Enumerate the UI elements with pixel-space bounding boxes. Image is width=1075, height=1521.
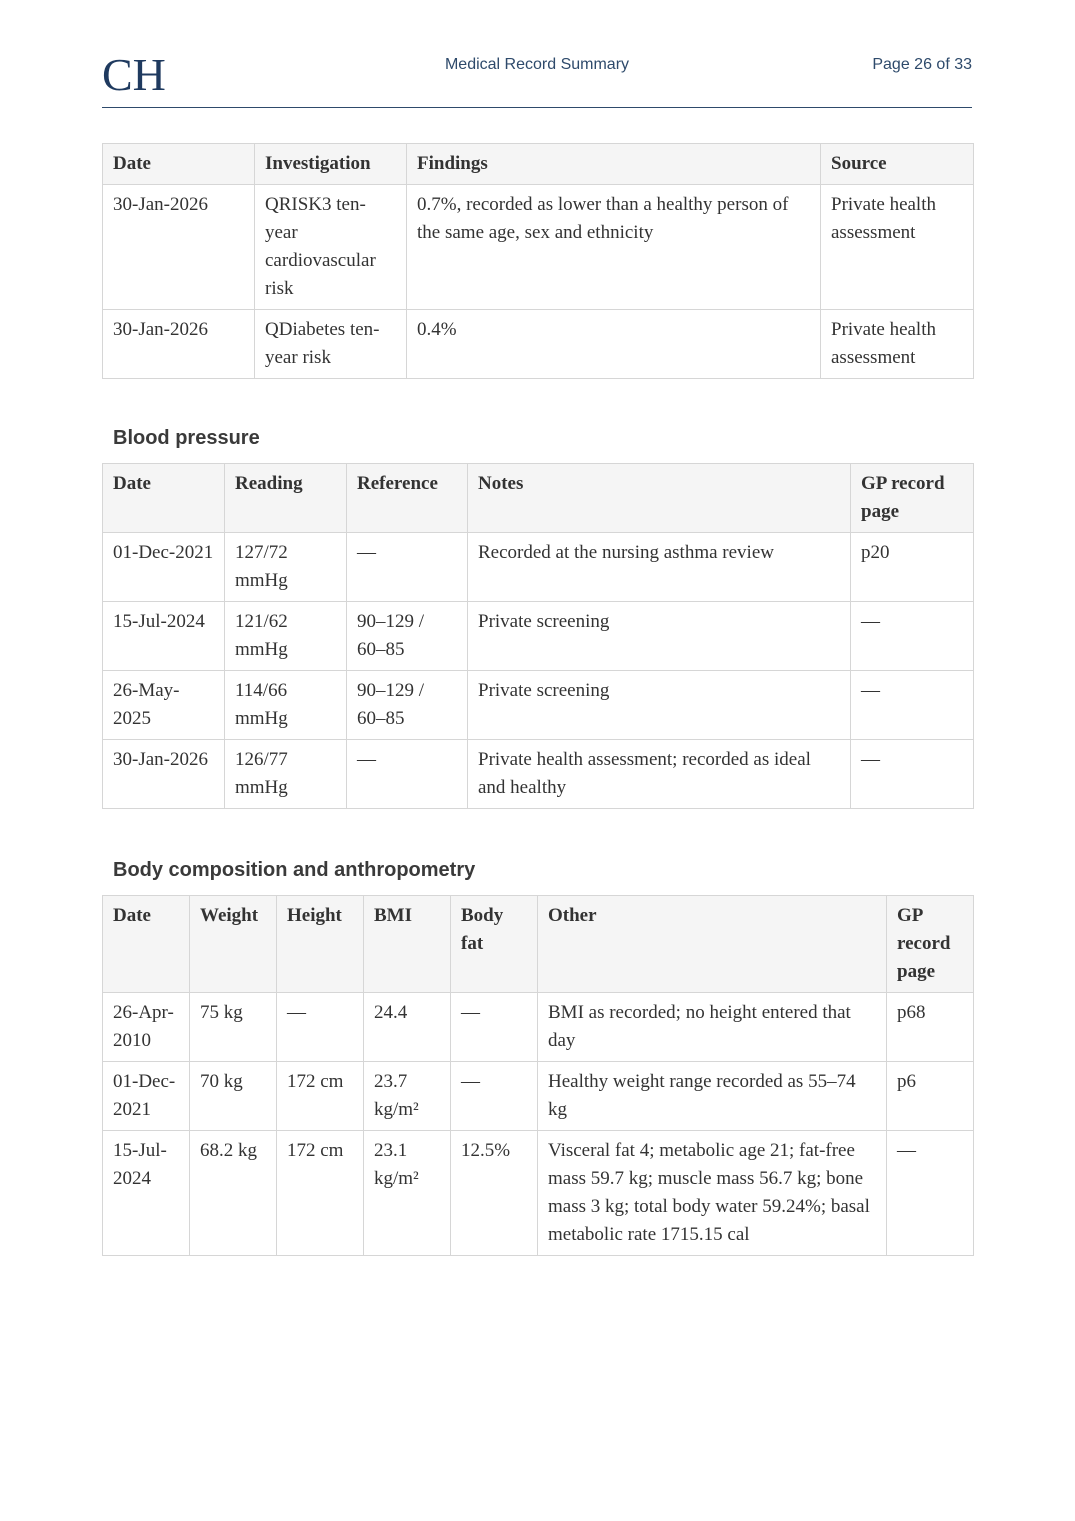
table-row (103, 185, 974, 310)
table-row (103, 671, 974, 740)
table-row (103, 1062, 974, 1131)
cell-date: 30-Jan-2026 (103, 740, 225, 809)
cell-reference: — (347, 533, 468, 602)
column-header-source: Source (821, 144, 974, 185)
cell-date: 15-Jul-2024 (103, 1131, 190, 1256)
cell-investigation: QDiabetes ten-year risk (255, 310, 407, 379)
table-header-row (103, 144, 974, 185)
column-header-date: Date (103, 896, 190, 993)
cell-notes: Private screening (468, 671, 851, 740)
column-header-reference: Reference (347, 464, 468, 533)
cell-date: 15-Jul-2024 (103, 602, 225, 671)
cell-notes: Private health assessment; recorded as ideal and healthy (468, 740, 851, 809)
table-row (103, 310, 974, 379)
table-row (103, 533, 974, 602)
cell-other: Visceral fat 4; metabolic age 21; fat-free mass 59.7 kg; muscle mass 56.7 kg; bone mass 3 kg; total body water 59.24%; basal metabolic rate 1715.15 cal (538, 1131, 887, 1256)
table-row (103, 993, 974, 1062)
body-composition-table (102, 895, 974, 1256)
cell-bmi: 24.4 (364, 993, 451, 1062)
cell-date: 26-Apr-2010 (103, 993, 190, 1062)
cell-height: 172 cm (277, 1062, 364, 1131)
table-header-row (103, 896, 974, 993)
column-header-bmi: BMI (364, 896, 451, 993)
body-composition-heading: Body composition and anthropometry (113, 859, 476, 881)
column-header-weight: Weight (190, 896, 277, 993)
column-header-height: Height (277, 896, 364, 993)
cell-reference: — (347, 740, 468, 809)
cell-bmi: 23.7 kg/m² (364, 1062, 451, 1131)
risk-scores-table (102, 143, 974, 379)
cell-other: BMI as recorded; no height entered that day (538, 993, 887, 1062)
page-number: Page 26 of 33 (872, 56, 972, 73)
blood-pressure-table (102, 463, 974, 809)
cell-body-fat: — (451, 1062, 538, 1131)
cell-notes: Private screening (468, 602, 851, 671)
cell-date: 26-May-2025 (103, 671, 225, 740)
cell-gp-record-page: — (851, 602, 974, 671)
cell-gp-record-page: p68 (887, 993, 974, 1062)
column-header-date: Date (103, 144, 255, 185)
cell-gp-record-page: p20 (851, 533, 974, 602)
cell-reference: 90–129 / 60–85 (347, 602, 468, 671)
cell-body-fat: 12.5% (451, 1131, 538, 1256)
cell-gp-record-page: — (851, 671, 974, 740)
cell-gp-record-page: — (887, 1131, 974, 1256)
cell-notes: Recorded at the nursing asthma review (468, 533, 851, 602)
cell-reading: 121/62 mmHg (225, 602, 347, 671)
cell-bmi: 23.1 kg/m² (364, 1131, 451, 1256)
svg-text:CH: CH (102, 49, 166, 100)
column-header-body-fat: Body fat (451, 896, 538, 993)
table-row (103, 602, 974, 671)
column-header-reading: Reading (225, 464, 347, 533)
document-title: Medical Record Summary (444, 56, 630, 73)
cell-date: 01-Dec-2021 (103, 533, 225, 602)
cell-investigation: QRISK3 ten-year cardiovascular risk (255, 185, 407, 310)
cell-reading: 114/66 mmHg (225, 671, 347, 740)
column-header-date: Date (103, 464, 225, 533)
column-header-gp-record-page: GP record page (851, 464, 974, 533)
cell-weight: 70 kg (190, 1062, 277, 1131)
cell-reading: 126/77 mmHg (225, 740, 347, 809)
cell-reference: 90–129 / 60–85 (347, 671, 468, 740)
cell-findings: 0.7%, recorded as lower than a healthy person of the same age, sex and ethnicity (407, 185, 821, 310)
cell-findings: 0.4% (407, 310, 821, 379)
column-header-findings: Findings (407, 144, 821, 185)
column-header-notes: Notes (468, 464, 851, 533)
table-row (103, 740, 974, 809)
cell-height: 172 cm (277, 1131, 364, 1256)
cell-source: Private health assessment (821, 310, 974, 379)
cell-gp-record-page: p6 (887, 1062, 974, 1131)
blood-pressure-heading: Blood pressure (113, 427, 260, 449)
table-row (103, 1131, 974, 1256)
cell-reading: 127/72 mmHg (225, 533, 347, 602)
cell-weight: 75 kg (190, 993, 277, 1062)
cell-weight: 68.2 kg (190, 1131, 277, 1256)
column-header-gp-record-page: GP record page (887, 896, 974, 993)
cell-gp-record-page: — (851, 740, 974, 809)
cell-height: — (277, 993, 364, 1062)
column-header-investigation: Investigation (255, 144, 407, 185)
cell-body-fat: — (451, 993, 538, 1062)
cell-source: Private health assessment (821, 185, 974, 310)
cell-date: 01-Dec-2021 (103, 1062, 190, 1131)
table-header-row (103, 464, 974, 533)
cell-other: Healthy weight range recorded as 55–74 kg (538, 1062, 887, 1131)
page-header (102, 44, 972, 108)
cell-date: 30-Jan-2026 (103, 185, 255, 310)
column-header-other: Other (538, 896, 887, 993)
cell-date: 30-Jan-2026 (103, 310, 255, 379)
